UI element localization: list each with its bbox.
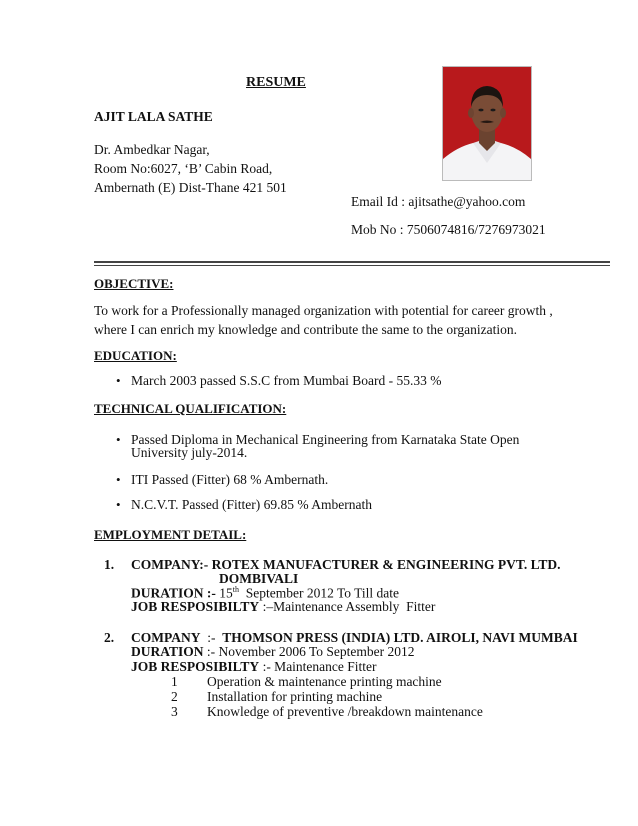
technical-heading: TECHNICAL QUALIFICATION: xyxy=(94,401,287,416)
duration-day: 15 xyxy=(215,585,233,601)
job-1-responsibility-row xyxy=(131,599,435,615)
technical-item-1-line-2: University july-2014. xyxy=(131,445,248,460)
company-label: COMPANY xyxy=(131,630,201,645)
duration-value: September 2012 To Till date xyxy=(238,585,400,601)
objective-heading: OBJECTIVE: xyxy=(94,276,174,291)
job-2-duration-row xyxy=(131,644,415,660)
responsibility-value: :- Maintenance Fitter xyxy=(259,659,377,674)
duty-text: Installation for printing machine xyxy=(207,689,383,704)
objective-line-2: where I can enrich my knowledge and contribute the same to the organization. xyxy=(94,322,517,337)
technical-item-3: N.C.V.T. Passed (Fitter) 69.85 % Ambernath xyxy=(131,497,372,512)
job-1-number: 1. xyxy=(104,557,115,572)
responsibility-label: JOB RESPOSIBILTY xyxy=(131,659,260,674)
address-line-2: Room No:6027, ‘B’ Cabin Road, xyxy=(94,161,273,176)
duty-number: 1 xyxy=(171,674,178,689)
bullet-icon: • xyxy=(116,497,121,512)
duty-text: Operation & maintenance printing machine xyxy=(207,674,442,689)
header-divider-thin xyxy=(94,265,610,266)
bullet-icon: • xyxy=(116,432,121,447)
duty-text: Knowledge of preventive /breakdown maintenance xyxy=(207,704,483,719)
company-separator: :- xyxy=(200,630,223,645)
education-heading: EDUCATION: xyxy=(94,348,177,363)
job-1-company-row xyxy=(131,557,561,573)
bullet-icon: • xyxy=(116,373,121,388)
email-id: Email Id : ajitsathe@yahoo.com xyxy=(351,194,526,209)
duty-number: 2 xyxy=(171,689,178,704)
employment-heading: EMPLOYMENT DETAIL: xyxy=(94,527,247,542)
company-name: THOMSON PRESS (INDIA) LTD. AIROLI, NAVI MUMBAI xyxy=(222,630,578,645)
job-1-company-city: DOMBIVALI xyxy=(219,571,299,586)
company-name: ROTEX MANUFACTURER & ENGINEERING PVT. LTD. xyxy=(211,557,561,572)
responsibility-label: JOB RESPOSIBILTY xyxy=(131,599,260,614)
address-line-3: Ambernath (E) Dist-Thane 421 501 xyxy=(94,180,287,195)
duration-day-suffix: th xyxy=(232,585,239,594)
resume-title: RESUME xyxy=(246,75,306,90)
duration-label: DURATION :- xyxy=(131,585,216,601)
company-separator: :- xyxy=(199,557,212,572)
objective-line-1: To work for a Professionally managed organization with potential for career growth , xyxy=(94,303,553,318)
profile-photo xyxy=(442,66,532,181)
duration-value: :- November 2006 To September 2012 xyxy=(203,644,415,659)
job-2-number: 2. xyxy=(104,630,115,645)
company-label: COMPANY xyxy=(131,557,200,572)
person-portrait-icon xyxy=(443,67,531,180)
bullet-icon: • xyxy=(116,472,121,487)
mobile-number: Mob No : 7506074816/7276973021 xyxy=(351,222,546,237)
candidate-name: AJIT LALA SATHE xyxy=(94,109,213,124)
job-2-responsibility-row xyxy=(131,659,377,675)
education-item: March 2003 passed S.S.C from Mumbai Board - 55.33 % xyxy=(131,373,442,388)
technical-item-1-line-1: Passed Diploma in Mechanical Engineering from Karnataka State Open xyxy=(131,432,520,447)
responsibility-value: :–Maintenance Assembly Fitter xyxy=(259,599,436,614)
duration-label: DURATION xyxy=(131,644,204,659)
header-divider-thick xyxy=(94,261,610,263)
address-line-1: Dr. Ambedkar Nagar, xyxy=(94,142,210,157)
technical-item-2: ITI Passed (Fitter) 68 % Ambernath. xyxy=(131,472,329,487)
duty-number: 3 xyxy=(171,704,178,719)
